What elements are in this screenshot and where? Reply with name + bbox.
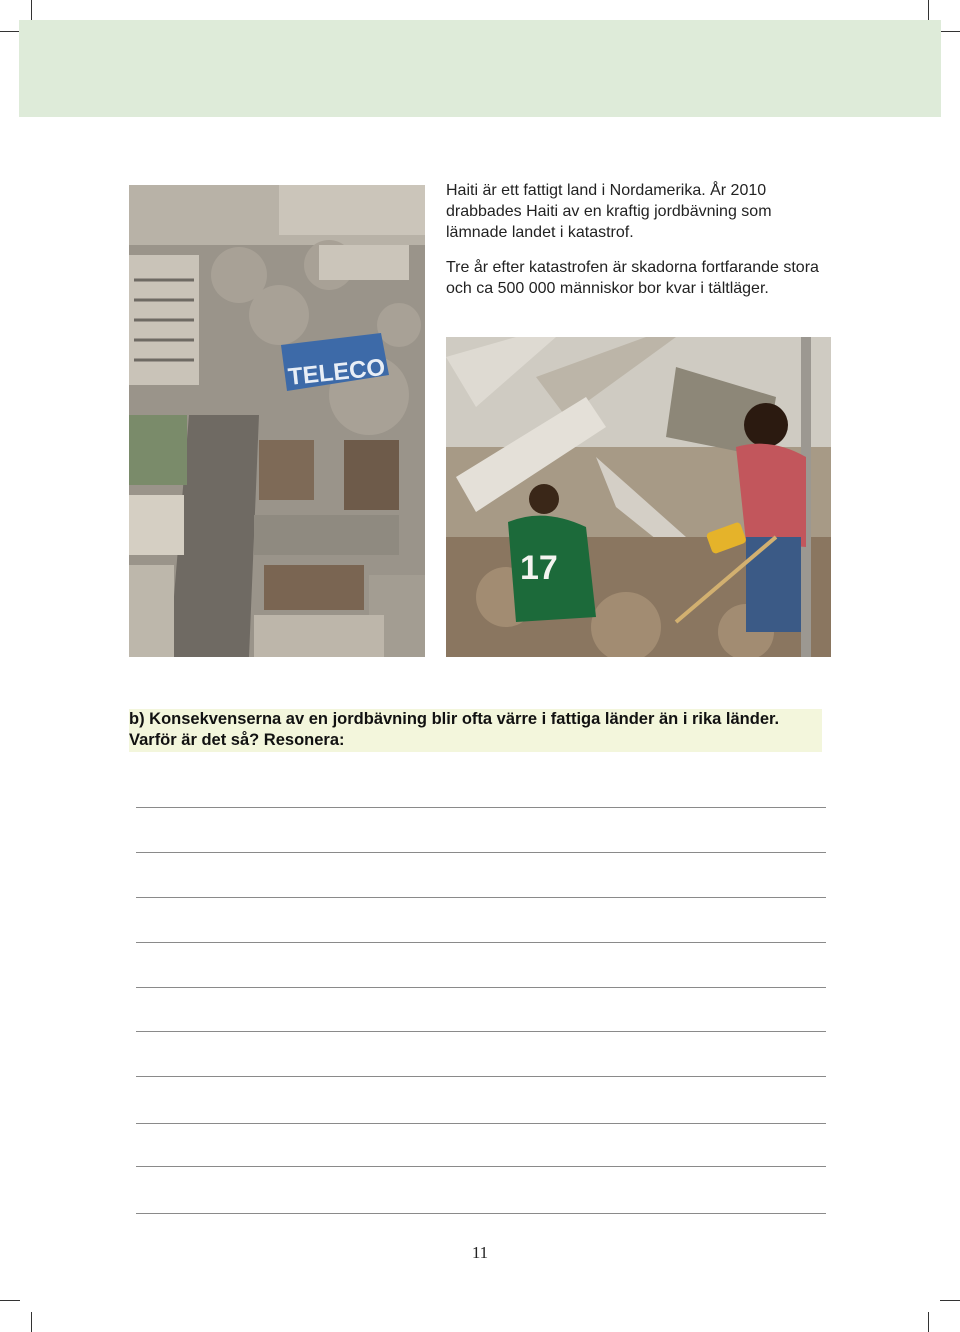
crop-mark-bottom-left-v <box>31 1312 32 1332</box>
question-b <box>129 709 822 752</box>
intro-paragraph-2: Tre år efter katastrofen är skadorna fortfarande stora och ca 500 000 människor bor kvar i tältläger. <box>446 259 819 297</box>
intro-text <box>446 180 836 313</box>
answer-line[interactable] <box>136 807 826 808</box>
aerial-earthquake-photo <box>129 185 425 657</box>
answer-line[interactable] <box>136 897 826 898</box>
crop-mark-bottom-right-h <box>940 1300 960 1301</box>
answer-line[interactable] <box>136 1076 826 1077</box>
crop-mark-top-left-v <box>31 0 32 20</box>
answer-line[interactable] <box>136 1213 826 1214</box>
crop-mark-top-right-v <box>928 0 929 20</box>
answer-line[interactable] <box>136 852 826 853</box>
jersey-number: 17 <box>520 549 558 587</box>
question-line-2: Varför är det så? Resonera: <box>129 731 345 749</box>
crop-mark-top-right-h <box>940 31 960 32</box>
crop-mark-bottom-right-v <box>928 1312 929 1332</box>
answer-line[interactable] <box>136 987 826 988</box>
header-band <box>19 20 941 117</box>
crop-mark-bottom-left-h <box>0 1300 20 1301</box>
aerial-sign-text: TELECO <box>286 353 387 391</box>
intro-paragraph-1: Haiti är ett fattigt land i Nordamerika. År 2010 drabbades Haiti av en kraftig jordbävning som lämnade landet i katastrof. <box>446 182 772 241</box>
rescue-workers-photo <box>446 337 831 657</box>
page-number: 11 <box>471 1243 489 1262</box>
answer-line[interactable] <box>136 942 826 943</box>
answer-line[interactable] <box>136 1166 826 1167</box>
question-line-1: b) Konsekvenserna av en jordbävning blir ofta värre i fattiga länder än i rika länder. <box>129 710 780 728</box>
answer-line[interactable] <box>136 1123 826 1124</box>
crop-mark-top-left-h <box>0 31 20 32</box>
answer-line[interactable] <box>136 1031 826 1032</box>
